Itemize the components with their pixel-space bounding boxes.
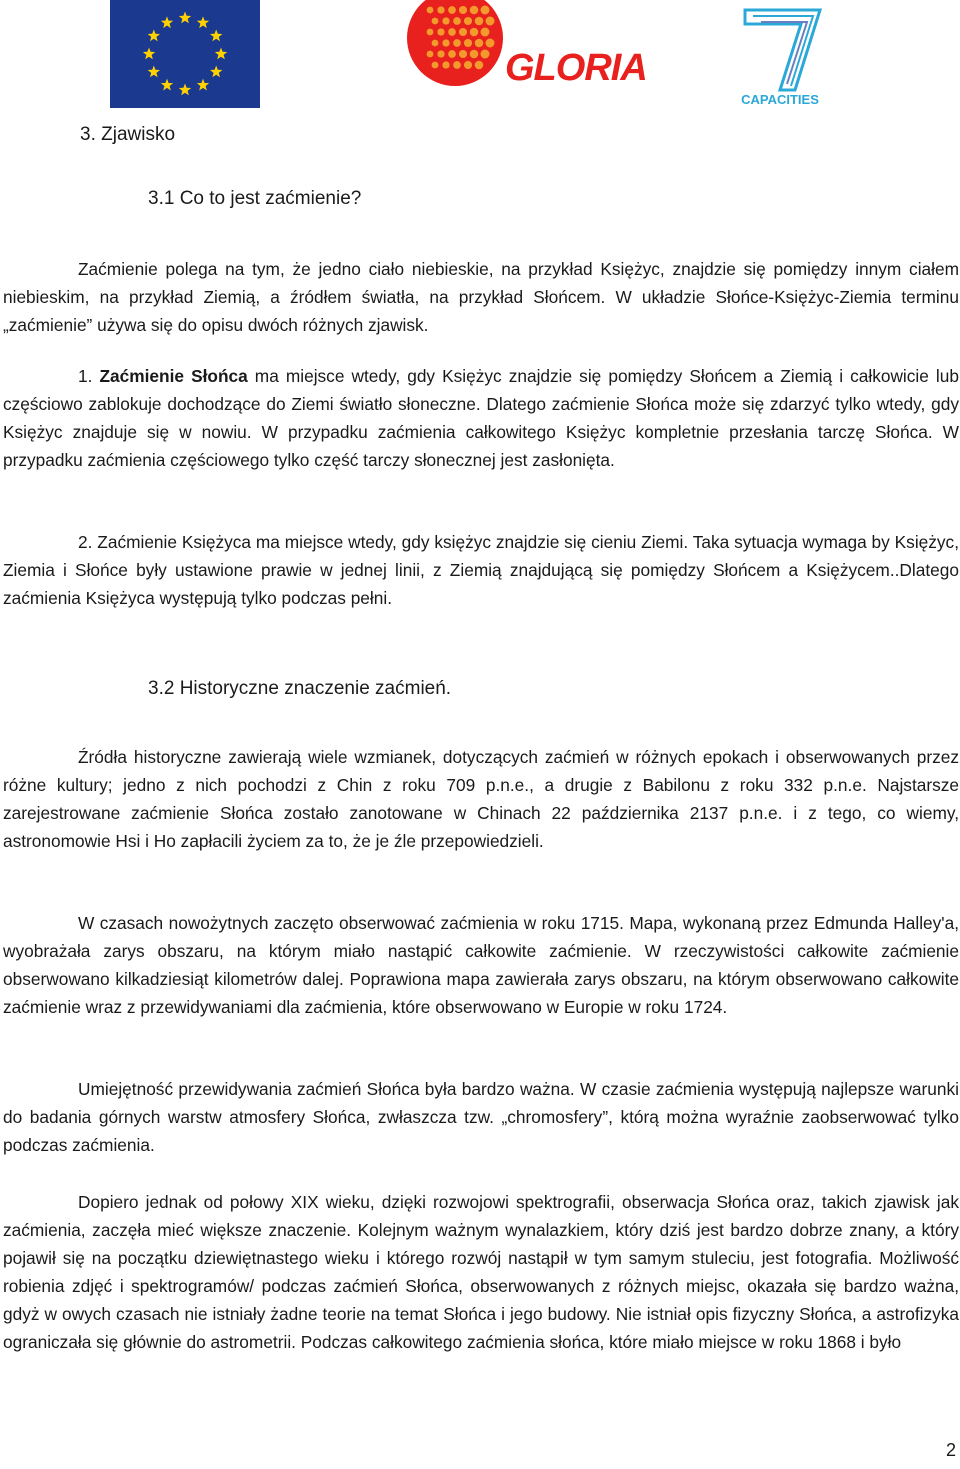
gloria-dot-icon: [464, 61, 472, 69]
gloria-dot-icon: [475, 17, 484, 26]
subsection-heading-1: 3.1 Co to jest zaćmienie?: [148, 188, 362, 209]
gloria-dot-icon: [437, 28, 444, 35]
section-heading: 3. Zjawisko: [80, 124, 176, 145]
logo-bar: [0, 0, 960, 120]
page-number: 2: [945, 1440, 956, 1460]
gloria-logo-text: GLORIA: [505, 47, 647, 89]
gloria-dot-icon: [437, 6, 444, 13]
gloria-dot-icon: [486, 17, 495, 26]
gloria-dot-icon: [427, 51, 434, 58]
gloria-dot-icon: [437, 50, 444, 57]
paragraph-text: ma miejsce wtedy, gdy Księżyc znajdzie się pomiędzy Słońcem a Ziemią i całkowicie lub częściowo zablokuje dochodzące do Ziemi światło słoneczne. Dlatego zaćmienie Słońca może się zdarzyć tylko wtedy, gdy Księżyc znajduje się w nowiu. W przypadku zaćmienia całkowitego Księżyc kompletnie przesłania tarczę Słońca. W przypadku zaćmienia częściowego tylko część tarczy słonecznej jest zasłonięta.: [3, 366, 959, 470]
gloria-dot-icon: [453, 39, 461, 47]
list-number: 1.: [78, 366, 93, 386]
gloria-logo: [405, 0, 665, 112]
paragraph-spectrography: Dopiero jednak od połowy XIX wieku, dzięki rozwojowi spektrografii, obserwacja Słońca oraz, takich zjawisk jak zaćmienia, zaczęła mieć większe znaczenie. Kolejnym ważnym wynalazkiem, który dziś jest bardzo dobrze znany, a który pojawił się na początku dziewiętnastego wieku i którego rozwój nastąpił w tym samym stuleciu, jest fotografia. Możliwość robienia zdjęć i spektrogramów/ podczas zaćmień Słońca, obserwowanych z różnych miejsc, okazała się bardzo ważna, gdyż w owych czasach nie istniały żadne teorie na temat Słońca i jego budowy. Nie istniał opis fizyczny Słońca, a astrofizyka ograniczała się głównie do astrometrii. Podczas całkowitego zaćmienia słońca, które miało miejsce w roku 1868 i było: [3, 1192, 959, 1352]
gloria-dot-icon: [448, 28, 456, 36]
paragraph-definition: Zaćmienie polega na tym, że jedno ciało niebieskie, na przykład Księżyc, znajdzie się pomiędzy innym ciałem niebieskim, na przykład Ziemią, a źródłem światła, na przykład Słońcem. W układzie Słońce-Księżyc-Ziemia terminu „zaćmienie” używa się do opisu dwóch różnych zjawisk.: [3, 259, 959, 335]
gloria-dot-icon: [475, 39, 484, 48]
bold-term-solar-eclipse: Zaćmienie Słońca: [99, 366, 248, 386]
gloria-dot-icon: [432, 62, 439, 69]
gloria-dot-icon: [486, 39, 495, 48]
gloria-dot-icon: [427, 7, 434, 14]
gloria-dot-icon: [481, 50, 490, 59]
gloria-dot-icon: [464, 39, 472, 47]
gloria-dot-icon: [464, 17, 472, 25]
gloria-dot-icon: [453, 61, 461, 69]
gloria-dot-icon: [459, 28, 467, 36]
paragraph-modern-times: W czasach nowożytnych zaczęto obserwować zaćmienia w roku 1715. Mapa, wykonaną przez Edmunda Halley'a, wyobrażała zarys obszaru, na którym miało nastąpić całkowite zaćmienie. W rzeczywistości całkowite zaćmienie obserwowano kilkadziesiąt kilometrów dalej. Poprawiona mapa zawierała zarys obszaru, na którym obserwowano całkowite zaćmienie wraz z przewidywaniami dla zaćmienia, które obserwowano w Europie w roku 1724.: [3, 913, 959, 1017]
capacities-logo-text: CAPACITIES: [741, 92, 819, 107]
gloria-dot-icon: [448, 6, 456, 14]
gloria-dot-icon: [481, 28, 490, 37]
gloria-dot-icon: [432, 18, 439, 25]
gloria-dot-icon: [442, 61, 449, 68]
paragraph-prediction: Umiejętność przewidywania zaćmień Słońca była bardzo ważna. W czasie zaćmienia występują najlepsze warunki do badania górnych warstw atmosfery Słońca, zwłaszcza tzw. „chromosfery”, którą można wyraźnie zaobserwować tylko podczas zaćmienia.: [3, 1079, 959, 1155]
gloria-dot-icon: [442, 17, 449, 24]
capacities-logo: [725, 0, 835, 112]
gloria-dot-icon: [481, 6, 490, 15]
gloria-dot-icon: [427, 29, 434, 36]
paragraph-historical-sources: Źródła historyczne zawierają wiele wzmianek, dotyczących zaćmień w różnych epokach i obserwowanych przez różne kultury; jedno z nich pochodzi z Chin z roku 709 p.n.e., a drugie z Babilonu z roku 332 p.n.e. Najstarsze zarejestrowane zaćmienie Słońca zostało zanotowane w Chinach 22 października 2137 p.n.e. i z tego, co wiemy, astronomowie Hsi i Ho zapłacili życiem za to, że je źle przepowiedzieli.: [3, 747, 959, 851]
gloria-dot-icon: [470, 28, 479, 37]
gloria-dot-icon: [459, 50, 467, 58]
gloria-dot-icon: [448, 50, 456, 58]
gloria-dot-icon: [442, 39, 449, 46]
eu-flag-logo: [110, 0, 260, 108]
paragraph-solar-eclipse: [3, 362, 959, 474]
gloria-dot-icon: [459, 6, 467, 14]
gloria-dot-icon: [475, 61, 484, 70]
gloria-dot-icon: [432, 40, 439, 47]
subsection-heading-2: 3.2 Historyczne znaczenie zaćmień.: [148, 678, 452, 699]
gloria-dot-icon: [470, 50, 479, 59]
gloria-dot-icon: [453, 17, 461, 25]
gloria-dot-icon: [470, 6, 479, 15]
paragraph-lunar-eclipse: 2. Zaćmienie Księżyca ma miejsce wtedy, gdy księżyc znajdzie się cieniu Ziemi. Taka sytuacja wymaga by Księżyc, Ziemia i Słońce były ustawione prawie w jednej linii, z Ziemią znajdującą się pomiędzy Słońcem a Księżycem..Dlatego zaćmienia Księżyca występują tylko podczas pełni.: [3, 532, 959, 608]
